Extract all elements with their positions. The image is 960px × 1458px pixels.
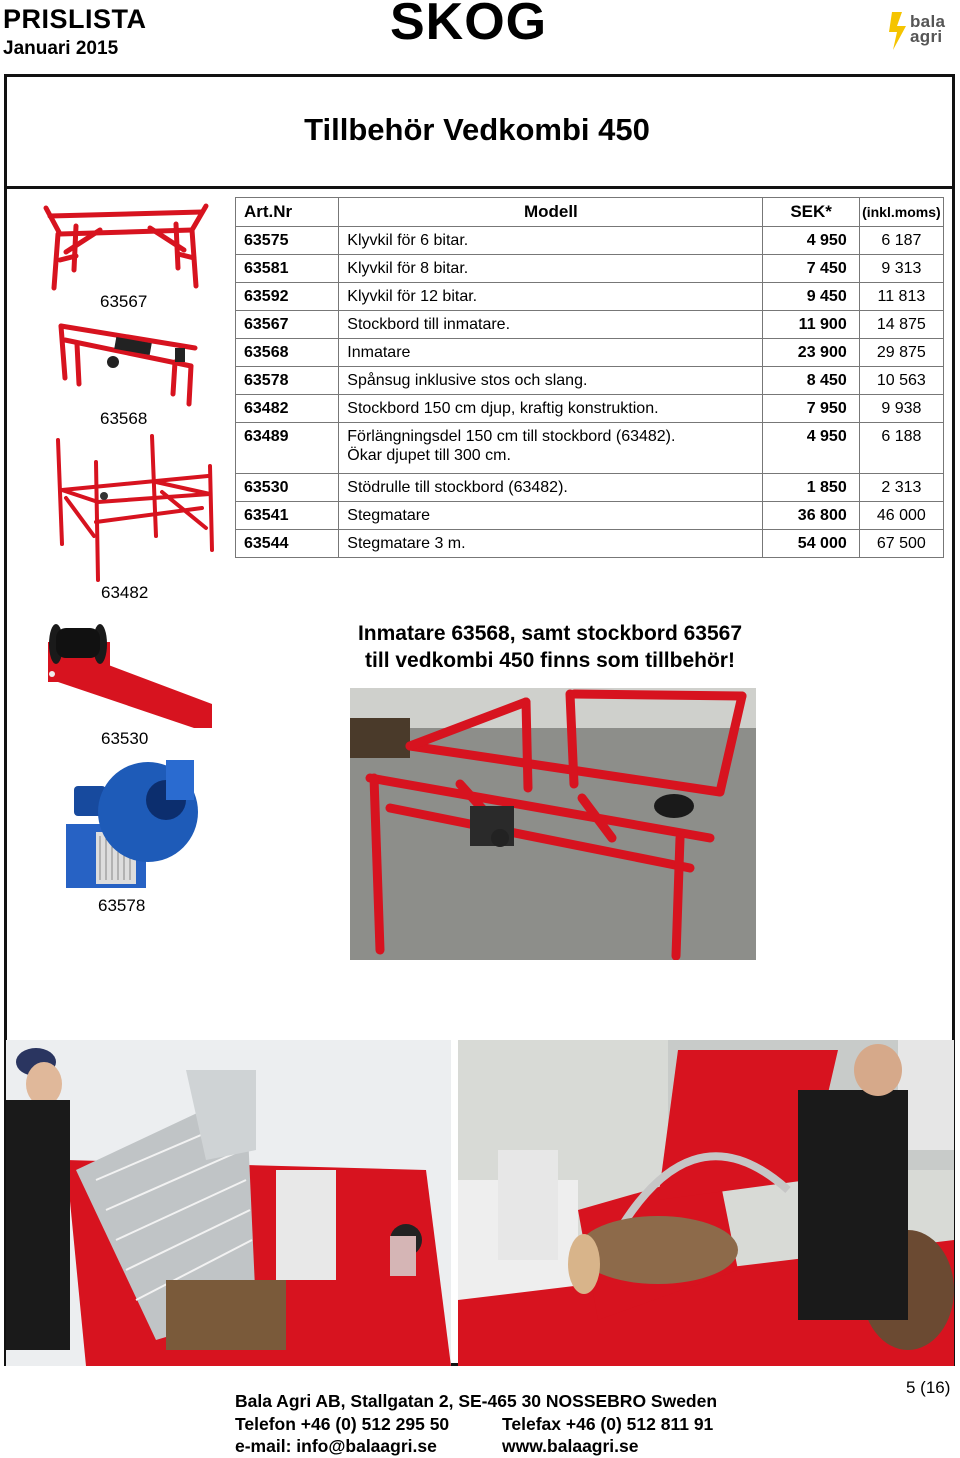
price-sek-cell: 8 450 [763, 367, 859, 395]
table-row [236, 423, 944, 474]
note-line-2: till vedkombi 450 finns som tillbehör! [365, 649, 735, 672]
model-cell: Klyvkil för 12 bitar. [339, 283, 763, 311]
header-sek: SEK* [763, 198, 859, 227]
price-sek-cell: 23 900 [763, 339, 859, 367]
price-inkl-cell: 2 313 [859, 474, 943, 502]
page-heading: Tillbehör Vedkombi 450 [304, 112, 650, 147]
title-divider [4, 186, 955, 189]
price-inkl-cell: 6 187 [859, 227, 943, 255]
price-sek-cell: 7 450 [763, 255, 859, 283]
model-line-2: Ökar djupet till 300 cm. [347, 447, 511, 464]
bala-agri-logo [888, 12, 958, 52]
logo-text-2: agri [910, 27, 943, 46]
art-nr-cell: 63578 [236, 367, 339, 395]
table-row [236, 395, 944, 423]
logo-text-1: bala [910, 12, 946, 31]
bolt-icon [888, 12, 910, 50]
price-sek-cell: 4 950 [763, 227, 859, 255]
price-inkl-cell: 9 313 [859, 255, 943, 283]
price-sek-cell: 7 950 [763, 395, 859, 423]
header-model: Modell [339, 198, 763, 227]
art-nr-cell: 63592 [236, 283, 339, 311]
pricelist-date: Januari 2015 [3, 38, 119, 59]
price-table [235, 197, 944, 558]
label-63578: 63578 [98, 896, 146, 915]
model-line-1: Förlängningsdel 150 cm till stockbord (63482). [347, 428, 676, 445]
model-cell [339, 423, 763, 474]
price-inkl-cell: 9 938 [859, 395, 943, 423]
art-nr-cell: 63567 [236, 311, 339, 339]
inmatare-photo [350, 688, 756, 960]
model-cell: Klyvkil för 8 bitar. [339, 255, 763, 283]
note-line-1: Inmatare 63568, samt stockbord 63567 [357, 622, 743, 645]
spansug-63578-image [62, 756, 212, 892]
header-art: Art.Nr [236, 198, 339, 227]
table-row [236, 283, 944, 311]
art-nr-cell: 63568 [236, 339, 339, 367]
table-header-row [236, 198, 944, 227]
footer-company: Bala Agri AB, Stallgatan 2, SE-465 30 NOSSEBRO Sweden [235, 1391, 718, 1411]
stockbord-63482-image [52, 432, 216, 582]
price-sek-cell: 54 000 [763, 530, 859, 558]
pricelist-title: PRISLISTA [3, 4, 147, 34]
art-nr-cell: 63575 [236, 227, 339, 255]
table-row [236, 502, 944, 530]
label-63567: 63567 [100, 292, 148, 311]
price-inkl-cell: 46 000 [859, 502, 943, 530]
stodrulle-63530-image [44, 612, 212, 730]
inmatare-63568-image [55, 318, 205, 410]
table-row [236, 311, 944, 339]
stockbord-63567-image [40, 200, 212, 292]
label-63568: 63568 [100, 409, 148, 428]
art-nr-cell: 63541 [236, 502, 339, 530]
price-inkl-cell: 11 813 [859, 283, 943, 311]
table-row [236, 255, 944, 283]
table-row [236, 227, 944, 255]
model-cell: Stockbord till inmatare. [339, 311, 763, 339]
vedkombi-photo-right [458, 1040, 954, 1366]
page-number: 5 (16) [906, 1378, 951, 1397]
art-nr-cell: 63530 [236, 474, 339, 502]
footer-address [235, 1390, 717, 1458]
price-inkl-cell: 67 500 [859, 530, 943, 558]
art-nr-cell: 63581 [236, 255, 339, 283]
model-cell: Stegmatare [339, 502, 763, 530]
table-row [236, 367, 944, 395]
price-sek-cell: 36 800 [763, 502, 859, 530]
header-inkl: (inkl.moms) [859, 198, 943, 227]
price-sek-cell: 9 450 [763, 283, 859, 311]
vedkombi-photo-left [6, 1040, 451, 1366]
label-63482: 63482 [101, 583, 149, 602]
table-row [236, 530, 944, 558]
label-63530: 63530 [101, 729, 149, 748]
price-inkl-cell: 10 563 [859, 367, 943, 395]
footer-fax: Telefax +46 (0) 512 811 91 [502, 1413, 714, 1434]
price-sek-cell: 4 950 [763, 423, 859, 474]
price-sek-cell: 1 850 [763, 474, 859, 502]
art-nr-cell: 63489 [236, 423, 339, 474]
price-inkl-cell: 6 188 [859, 423, 943, 474]
model-cell: Stödrulle till stockbord (63482). [339, 474, 763, 502]
price-inkl-cell: 14 875 [859, 311, 943, 339]
model-cell: Spånsug inklusive stos och slang. [339, 367, 763, 395]
price-inkl-cell: 29 875 [859, 339, 943, 367]
art-nr-cell: 63482 [236, 395, 339, 423]
accessory-note [300, 620, 800, 674]
model-cell: Stockbord 150 cm djup, kraftig konstruktion. [339, 395, 763, 423]
footer-web[interactable]: www.balaagri.se [502, 1436, 639, 1456]
footer-phone: Telefon +46 (0) 512 295 50 [235, 1413, 450, 1434]
model-cell: Klyvkil för 6 bitar. [339, 227, 763, 255]
table-row [236, 339, 944, 367]
footer-email[interactable]: e-mail: info@balaagri.se [235, 1436, 437, 1456]
model-cell: Inmatare [339, 339, 763, 367]
section-title: SKOG [390, 0, 548, 51]
model-cell: Stegmatare 3 m. [339, 530, 763, 558]
table-row [236, 474, 944, 502]
art-nr-cell: 63544 [236, 530, 339, 558]
price-sek-cell: 11 900 [763, 311, 859, 339]
